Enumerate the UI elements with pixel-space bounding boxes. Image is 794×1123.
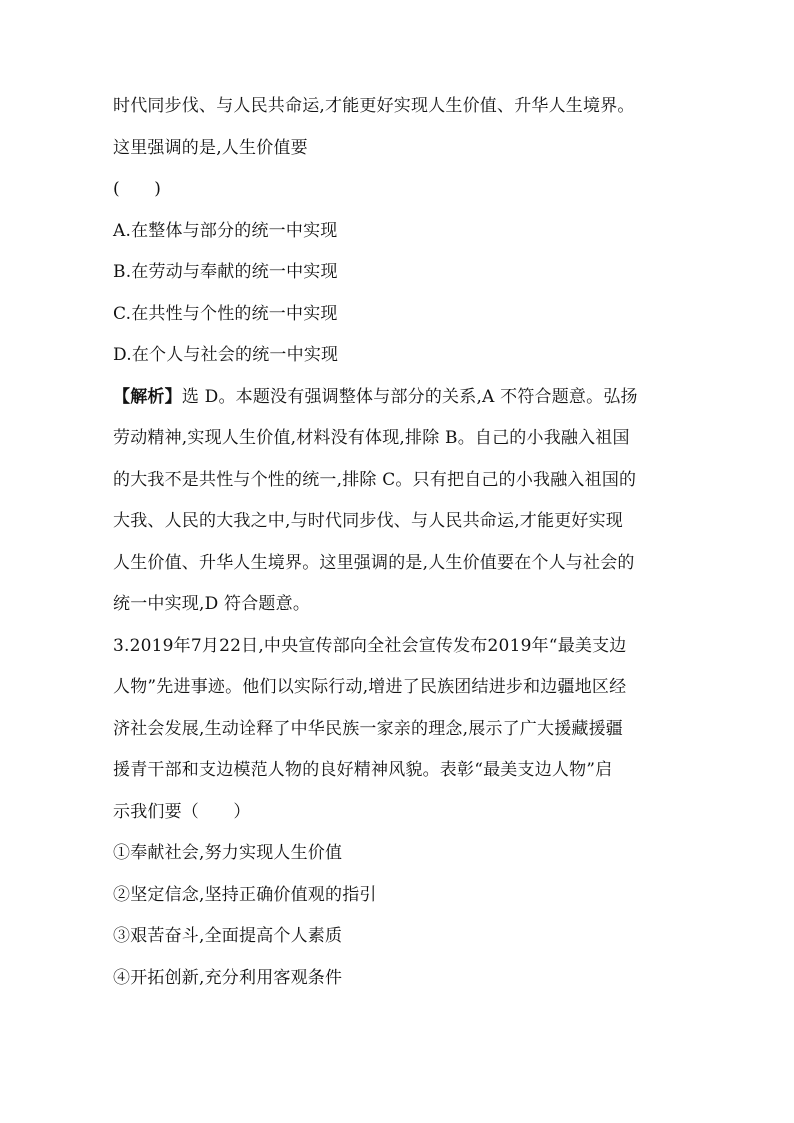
q3-stem-line-1: 3.2019年7月22日,中央宣传部向全社会宣传发布2019年“最美支边 bbox=[113, 635, 627, 656]
q2-stem-line-1: 时代同步伐、与人民共命运,才能更好实现人生价值、升华人生境界。 bbox=[113, 96, 635, 116]
q3-stem-line-2: 人物”先进事迹。他们以实际行动,增进了民族团结进步和边疆地区经 bbox=[113, 677, 627, 697]
q2-stem-line-2: 这里强调的是,人生价值要 bbox=[113, 137, 308, 158]
q3-choice-4: ④开拓创新,充分利用客观条件 bbox=[113, 967, 343, 988]
analysis-text: 选 D。本题没有强调整体与部分的关系,A 不符合题意。弘扬 bbox=[181, 386, 638, 407]
q2-option-a: A.在整体与部分的统一中实现 bbox=[113, 220, 338, 241]
q2-analysis-line-3: 的大我不是共性与个性的统一,排除 C。只有把自己的小我融入祖国的 bbox=[113, 469, 637, 490]
q3-choice-3: ③艰苦奋斗,全面提高个人素质 bbox=[113, 926, 343, 946]
q2-analysis-line-6: 统一中实现,D 符合题意。 bbox=[113, 594, 311, 614]
q3-stem-line-5: 示我们要（ ） bbox=[113, 801, 251, 822]
q2-option-d: D.在个人与社会的统一中实现 bbox=[113, 345, 339, 365]
q2-option-b: B.在劳动与奉献的统一中实现 bbox=[113, 262, 338, 282]
q3-stem-line-3: 济社会发展,生动诠释了中华民族一家亲的理念,展示了广大援藏援疆 bbox=[113, 718, 624, 739]
q3-stem-line-4: 援青干部和支边模范人物的良好精神风貌。表彰“最美支边人物”启 bbox=[113, 760, 613, 780]
q2-analysis-line-5: 人生价值、升华人生境界。这里强调的是,人生价值要在个人与社会的 bbox=[113, 552, 635, 573]
q2-analysis-line-1 bbox=[113, 385, 693, 409]
q2-answer-paren: ( ) bbox=[113, 179, 162, 199]
q2-analysis-line-2: 劳动精神,实现人生价值,材料没有体现,排除 B。自己的小我融入祖国 bbox=[113, 428, 630, 448]
analysis-tag: 【解析】 bbox=[113, 386, 182, 407]
document-page bbox=[113, 94, 693, 990]
q2-option-c: C.在共性与个性的统一中实现 bbox=[113, 303, 338, 324]
q2-analysis-line-4: 大我、人民的大我之中,与时代同步伐、与人民共命运,才能更好实现 bbox=[113, 511, 624, 531]
q3-choice-2: ②坚定信念,坚持正确价值观的指引 bbox=[113, 884, 377, 905]
q3-choice-1: ①奉献社会,努力实现人生价值 bbox=[113, 843, 343, 863]
